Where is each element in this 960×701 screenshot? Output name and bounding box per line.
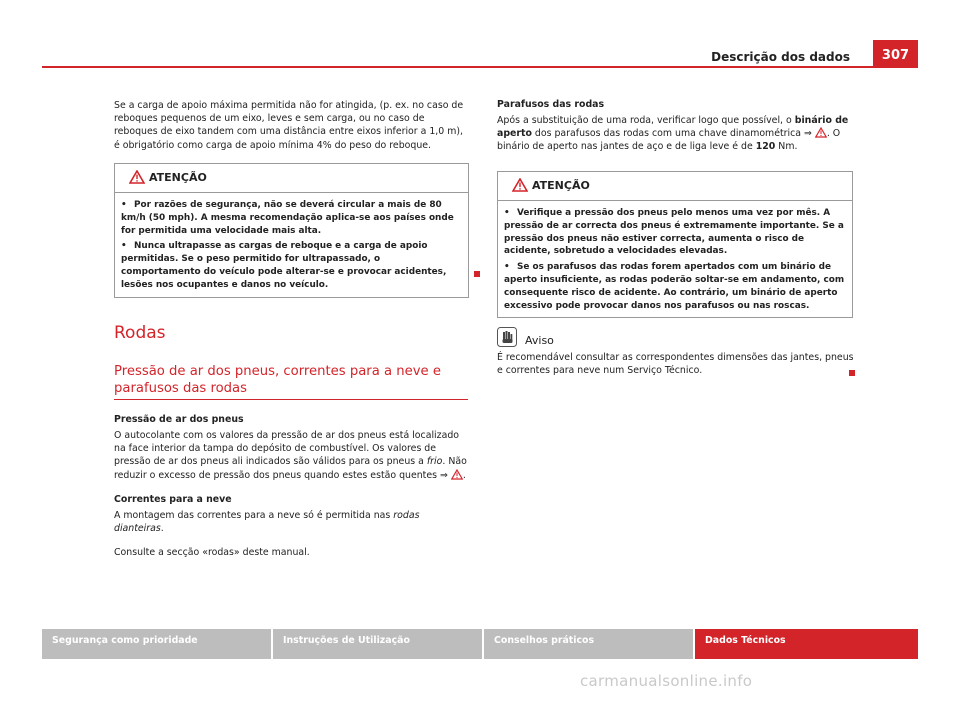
warning-header xyxy=(115,164,468,193)
warning-triangle-icon xyxy=(512,178,528,192)
note-paragraph: É recomendável consultar as correspondentes dimensões das jantes, pneus e correntes para neve num Serviço Técnico. xyxy=(497,352,854,377)
pressure-paragraph: O autocolante com os valores da pressão de ar dos pneus está localizado na face interior da tampa do depósito de combustível. Os valores de pressão de ar dos pneus ali indicados são válidos para os pneus a frio. Não reduzir o excesso de pressão dos pneus quando estes estão quentes ⇒ . xyxy=(114,430,467,481)
section-end-marker xyxy=(849,370,855,376)
bolts-heading: Parafusos das rodas xyxy=(497,99,605,110)
watermark: carmanualsonline.info xyxy=(580,672,753,690)
consult-paragraph: Consulte a secção «rodas» deste manual. xyxy=(114,547,310,559)
section-end-marker xyxy=(474,271,480,277)
warning-item: • Verifique a pressão dos pneus pelo menos uma vez por mês. A pressão de ar correcta dos pneus é extremamente importante. Se a pressão dos pneus não estiver correcta, aumenta o risco de acidente, sobretudo a velocidades elevadas. xyxy=(504,208,844,257)
subsection-rule xyxy=(114,399,468,400)
bolts-section xyxy=(497,99,853,154)
pressure-section xyxy=(114,414,470,482)
warning-header xyxy=(498,172,852,201)
subsection-title: Pressão de ar dos pneus, correntes para a neve e parafusos das rodas xyxy=(114,364,441,396)
footer-tab-tips[interactable]: Conselhos práticos xyxy=(484,629,693,659)
warning-box-left xyxy=(114,163,469,298)
footer-tab-safety[interactable]: Segurança como prioridade xyxy=(42,629,271,659)
warning-triangle-icon xyxy=(815,127,827,138)
warning-box-right xyxy=(497,171,853,318)
warning-body xyxy=(115,193,468,297)
header-title: Descrição dos dados xyxy=(711,50,850,64)
warning-triangle-icon xyxy=(129,170,145,184)
chains-heading: Correntes para a neve xyxy=(114,494,232,505)
footer-tab-technical-data[interactable]: Dados Técnicos xyxy=(695,629,918,659)
bolts-paragraph: Após a substituição de uma roda, verificar logo que possível, o binário de aperto dos parafusos das rodas com uma chave dinamométrica ⇒ . O binário de aperto nas jantes de aço e de liga leve é de 120 Nm. xyxy=(497,115,849,153)
note-section xyxy=(497,327,855,377)
chains-paragraph: A montagem das correntes para a neve só é permitida nas rodas dianteiras. xyxy=(114,510,420,535)
chains-section xyxy=(114,494,470,560)
note-hand-icon xyxy=(497,327,517,347)
footer-tab-instructions[interactable]: Instruções de Utilização xyxy=(273,629,482,659)
intro-paragraph: Se a carga de apoio máxima permitida não for atingida, (p. ex. no caso de reboques pequenos de um eixo, leves e sem carga, ou no caso de reboques de eixo tandem com uma distância entre eixos inferior a 1,0 m), é obrigatório como carga de apoio mínima 4% do peso do reboque. xyxy=(114,100,464,151)
pressure-heading: Pressão de ar dos pneus xyxy=(114,414,244,425)
warning-body xyxy=(498,201,852,317)
warning-item: • Se os parafusos das rodas forem apertados com um binário de aperto insuficiente, as rodas poderão soltar-se em andamento, com consequente risco de acidente. Ao contrário, um binário de aperto excessivo pode provocar danos nos parafusos ou nas roscas. xyxy=(504,262,845,311)
header-rule xyxy=(42,66,918,68)
warning-triangle-icon xyxy=(451,469,463,480)
note-label: Aviso xyxy=(525,334,554,347)
warning-label: ATENÇÃO xyxy=(149,171,207,184)
section-title: Rodas xyxy=(114,323,166,343)
warning-item: • Nunca ultrapasse as cargas de reboque e a carga de apoio permitidas. Se o peso permitido for ultrapassado, o comportamento do veículo pode alterar-se e provocar acidentes, lesões nos ocupantes e danos no veículo. xyxy=(121,241,447,290)
page-number: 307 xyxy=(873,40,918,68)
warning-item: • Por razões de segurança, não se deverá circular a mais de 80 km/h (50 mph). A mesma recomendação aplica-se aos países onde for permitida uma velocidade mais alta. xyxy=(121,200,454,236)
warning-label: ATENÇÃO xyxy=(532,179,590,192)
